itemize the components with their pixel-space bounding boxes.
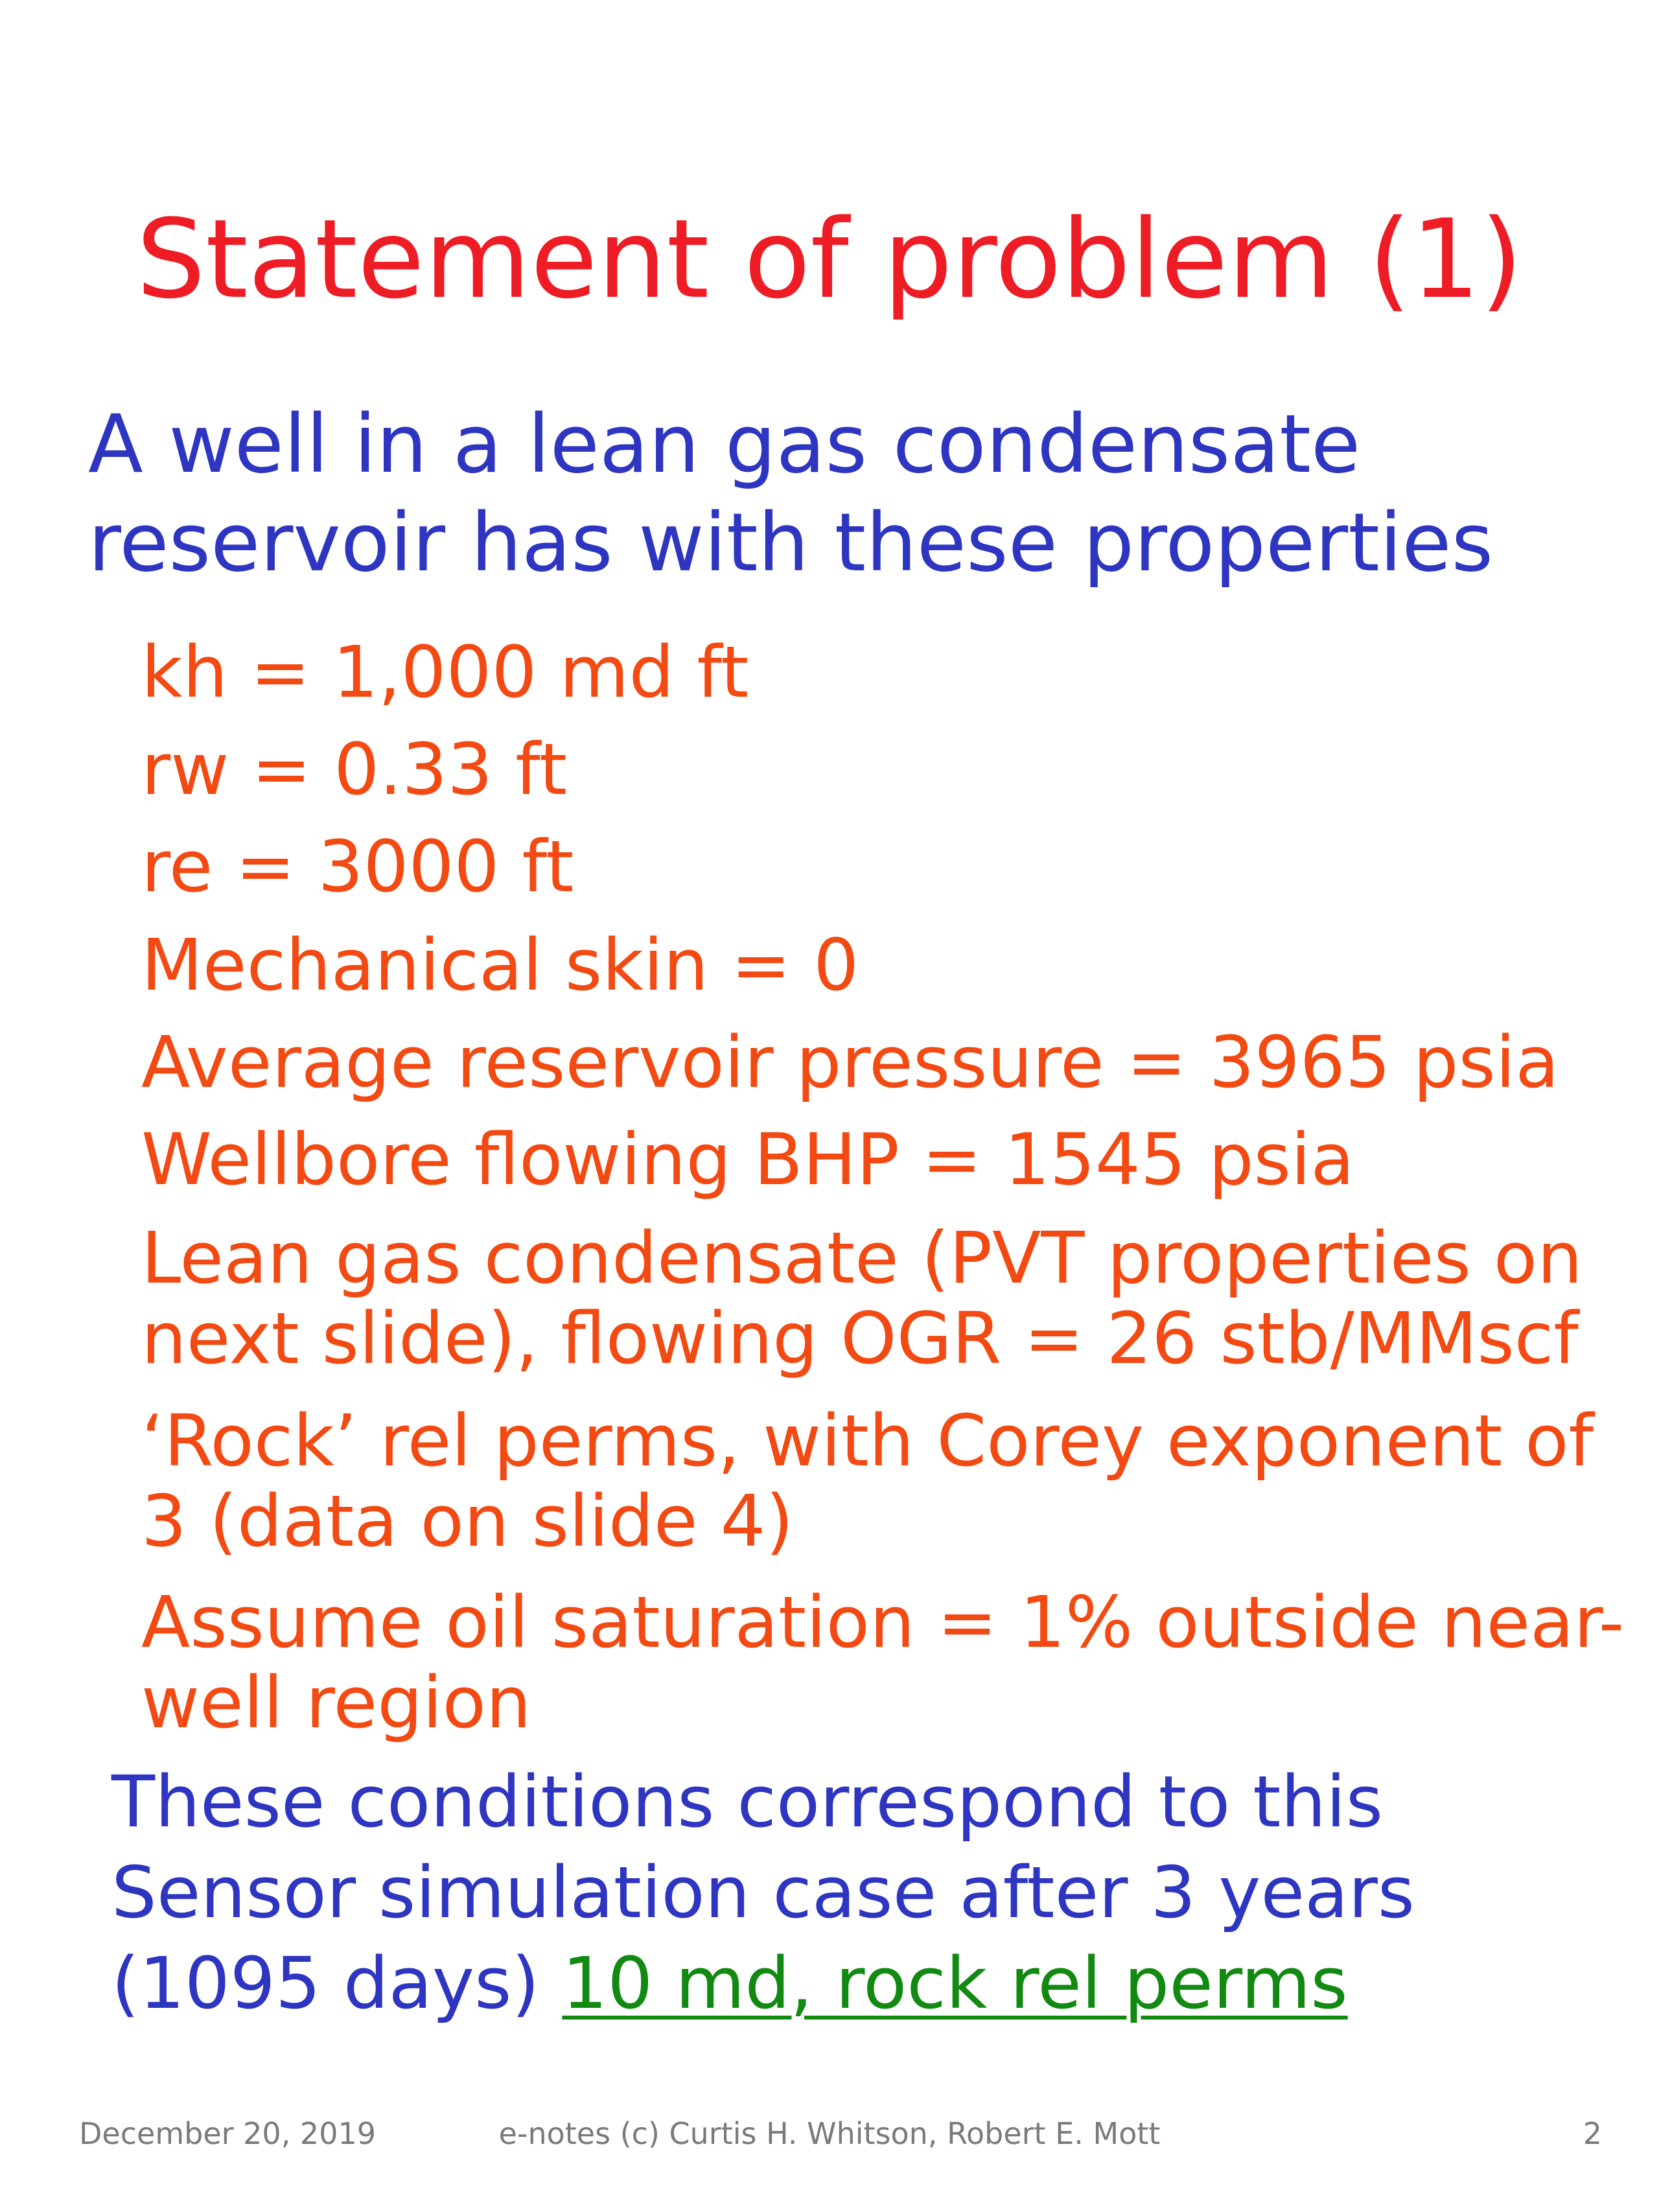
property-line: kh = 1,000 md ft	[141, 631, 749, 714]
property-item-pvt	[141, 1218, 1583, 1379]
property-line: ‘Rock’ rel perms, with Corey exponent of	[141, 1399, 1594, 1482]
footer-credit: e-notes (c) Curtis H. Whitson, Robert E. Mott	[498, 2116, 1161, 2151]
property-item-kh	[141, 632, 748, 712]
conclusion-text	[111, 1756, 1628, 2029]
property-line: Average reservoir pressure = 3965 psia	[141, 1021, 1559, 1104]
property-item-bhp	[141, 1119, 1354, 1200]
property-item-re	[141, 826, 574, 907]
property-item-rw	[141, 729, 567, 809]
simulation-case-link[interactable]: 10 md, rock rel perms	[562, 1942, 1348, 2025]
conclusion-line	[111, 1938, 1628, 2029]
property-line: well region	[141, 1661, 531, 1744]
property-line: 3 (data on slide 4)	[141, 1480, 794, 1563]
property-item-skin	[141, 925, 859, 1005]
property-line: Wellbore flowing BHP = 1545 psia	[141, 1118, 1354, 1201]
property-line: re = 3000 ft	[141, 825, 574, 908]
property-line: Lean gas condensate (PVT properties on	[141, 1217, 1583, 1299]
property-line: rw = 0.33 ft	[141, 728, 568, 811]
intro-text	[88, 395, 1630, 592]
property-item-rel-perms	[141, 1401, 1594, 1561]
conclusion-line: These conditions correspond to this	[111, 1760, 1384, 1843]
property-item-reservoir-pressure	[141, 1022, 1559, 1102]
intro-line: reservoir has with these properties	[88, 496, 1494, 590]
property-line: Assume oil saturation = 1% outside near-	[141, 1581, 1625, 1664]
conclusion-line: Sensor simulation case after 3 years	[111, 1851, 1415, 1934]
footer-date: December 20, 2019	[79, 2116, 377, 2151]
property-line: next slide), flowing OGR = 26 stb/MMscf	[141, 1297, 1579, 1380]
slide-title: Statement of problem (1)	[136, 196, 1523, 323]
page-number: 2	[1583, 2116, 1602, 2151]
property-item-oil-saturation	[141, 1582, 1624, 1743]
intro-line: A well in a lean gas condensate	[88, 398, 1361, 491]
conclusion-prefix: (1095 days)	[111, 1942, 563, 2025]
property-line: Mechanical skin = 0	[141, 924, 859, 1007]
